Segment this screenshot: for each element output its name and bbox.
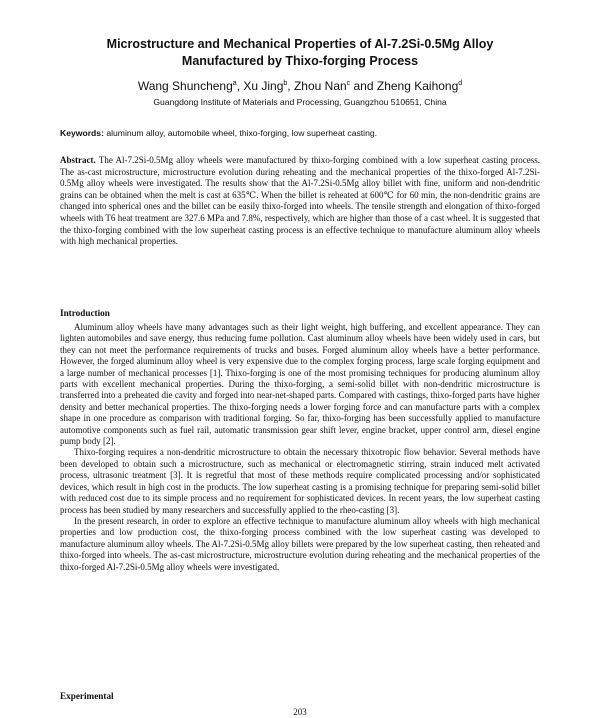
author-name: Zheng Kaihong [376, 79, 459, 93]
author-mark: b [283, 80, 288, 87]
author-mark: a [232, 80, 237, 87]
section-heading-introduction: Introduction [60, 308, 110, 318]
body-paragraph: Aluminum alloy wheels have many advantages such as their light weight, high buffering, and excellent appearance. They can lighten automobiles and save energy, thus reducing fume pollution. Cast aluminum alloy wheels have been widely used in cars, but they can not meet the performance requirements of trucks and buses. Forged aluminum alloy wheels have a better performance. However, the forged aluminum alloy wheel is very expensive due to the complex forging process, large scale forging equipment and a large number of mechanical processes [1]. Thixo-forging is one of the most promising techniques for producing aluminum alloy parts with excellent mechanical properties. During the thixo-forging, a semi-solid billet with non-dendritic microstructure is transferred into a preheated die cavity and forged into near-net-shaped parts. Compared with castings, thixo-forged parts have higher density and better mechanical properties. The thixo-forging needs a lower forging force and can manufacture parts with a complex shape in one procedure as comparison with traditional forging. So far, thixo-forging has been successfully applied to manufacture automotive components such as fuel rail, automatic transmission gear shift lever, engine bracket, upper control arm, diesel engine pump body [2]. [60, 322, 540, 447]
body-paragraph: In the present research, in order to explore an effective technique to manufacture aluminum alloy wheels with high mechanical properties and low production cost, the thixo-forging process combined with the low superheat casting was developed to manufacture aluminum alloy wheels. The Al-7.2Si-0.5Mg alloy billets were prepared by the low superheat casting, then reheated and thixo-forged into wheels. The as-cast microstructure, microstructure evolution during reheating and the mechanical properties of the thixo-forged Al-7.2Si-0.5Mg alloy wheels were investigated. [60, 515, 540, 572]
author-name: Wang Shuncheng [137, 79, 233, 93]
page-number: 203 [293, 707, 307, 717]
author-separator: , [287, 79, 294, 93]
paper-title [60, 36, 540, 70]
title-line-1: Microstructure and Mechanical Properties of Al-7.2Si-0.5Mg Alloy [106, 37, 494, 51]
author-name: Xu Jing [243, 79, 284, 93]
affiliation: Guangdong Institute of Materials and Processing, Guangzhou 510651, China [153, 97, 447, 107]
section-heading-experimental: Experimental [60, 691, 114, 701]
author-name: Zhou Nan [293, 79, 347, 93]
abstract [60, 155, 540, 248]
abstract-text: The Al-7.2Si-0.5Mg alloy wheels were manufactured by thixo-forging combined with a low superheat casting process. The as-cast microstructure, microstructure evolution during reheating and the mechanical properties of the thixo-forged Al-7.2Si-0.5Mg alloy wheels were investigated. The results show that the Al-7.2Si-0.5Mg alloy billet with fine, uniform and non-dendritic grains can be obtained when the melt is cast at 635℃. When the billet is reheated at 600℃ for 60 min, the non-dendritic grains are changed into spherical ones and the billet can be easily thixo-forged into wheels. The tensile strength and elongation of thixo-forged wheels with T6 heat treatment are 327.6 MPa and 7.8%, respectively, which are higher than those of a cast wheel. It is suggested that the thixo-forging combined with the low superheat casting process is an effective technique to manufacture aluminum alloy wheels with high mechanical properties. [60, 155, 540, 247]
title-line-2: Manufactured by Thixo-forging Process [181, 54, 419, 68]
author-separator: , [236, 79, 244, 93]
keywords-text: aluminum alloy, automobile wheel, thixo-forging, low superheat casting. [103, 128, 378, 138]
keywords [60, 127, 540, 139]
abstract-label: Abstract. [60, 155, 96, 165]
author-separator: and [350, 79, 377, 93]
introduction-body [60, 322, 540, 573]
keywords-label: Keywords: [60, 128, 104, 138]
body-paragraph: Thixo-forging requires a non-dendritic microstructure to obtain the necessary thixotropic flow behavior. Several methods have been developed to obtain such a microstructure, such as mechanical or electromagnetic stirring, strain induced melt activated process, ultrasonic treatment [3]. It is regretful that most of these methods require complicated processing and/or sophisticated devices, which result in high cost in the products. The low superheat casting is a promising technique for preparing semi-solid billet with reduced cost due to its simple process and no requirement for sophisticated devices. In recent years, the low superheat casting process has been studied by many researchers and successfully applied to the rheo-casting [3]. [60, 447, 540, 515]
author-mark: c [346, 80, 351, 87]
author-list [60, 76, 540, 94]
author-mark: d [458, 80, 463, 87]
